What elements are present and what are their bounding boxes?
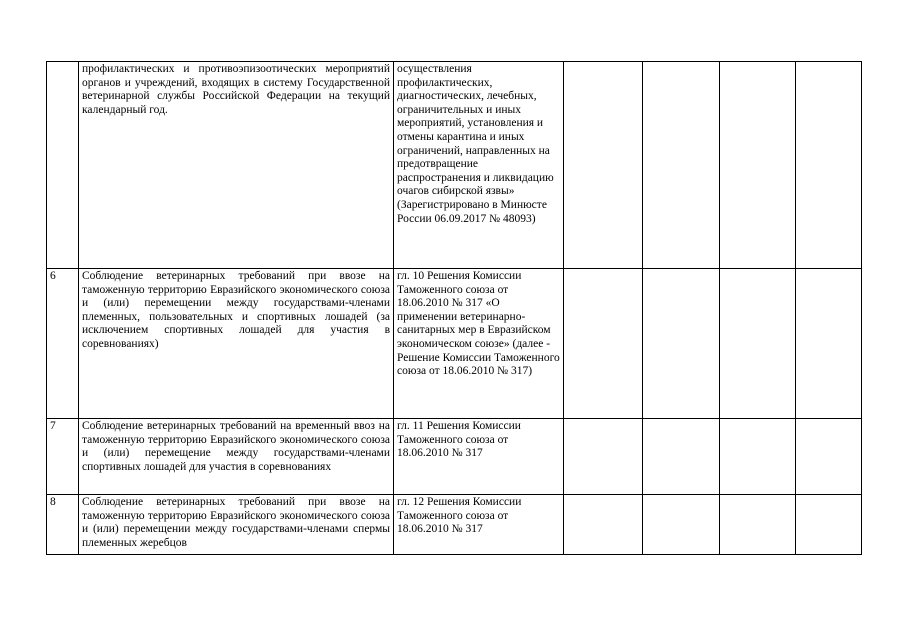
empty-cell bbox=[720, 419, 796, 495]
table-row bbox=[47, 269, 862, 419]
requirement-cell: профилактических и противоэпизоотических мероприятий органов и учреждений, входящих в систему Государственной ветеринарной службы Российской Федерации на текущий календарный год. bbox=[79, 62, 394, 269]
empty-cell bbox=[796, 62, 862, 269]
empty-cell bbox=[796, 269, 862, 419]
legal-act-cell: гл. 11 Решения Комиссии Таможенного союза от 18.06.2010 № 317 bbox=[394, 419, 564, 495]
requirement-cell: Соблюдение ветеринарных требований при ввозе на таможенную территорию Евразийского экономического союза и (или) перемещении между государствами-членами спермы племенных жеребцов bbox=[79, 495, 394, 555]
empty-cell bbox=[643, 269, 720, 419]
empty-cell bbox=[564, 419, 643, 495]
table-row bbox=[47, 62, 862, 269]
empty-cell bbox=[796, 495, 862, 555]
empty-cell bbox=[564, 62, 643, 269]
empty-cell bbox=[643, 419, 720, 495]
row-number-cell bbox=[47, 62, 79, 269]
empty-cell bbox=[643, 495, 720, 555]
empty-cell bbox=[720, 62, 796, 269]
row-number-cell: 7 bbox=[47, 419, 79, 495]
empty-cell bbox=[720, 269, 796, 419]
empty-cell bbox=[643, 62, 720, 269]
table-row bbox=[47, 495, 862, 555]
legal-act-cell: осуществления профилактических, диагностических, лечебных, ограничительных и иных мероприятий, установления и отмены карантина и иных ограничений, направленных на предотвращение распространения и ликвидацию очагов сибирской язвы» (Зарегистрировано в Минюсте России 06.09.2017 № 48093) bbox=[394, 62, 564, 269]
requirements-table bbox=[46, 61, 862, 555]
empty-cell bbox=[564, 269, 643, 419]
row-number-cell: 6 bbox=[47, 269, 79, 419]
legal-act-cell: гл. 12 Решения Комиссии Таможенного союза от 18.06.2010 № 317 bbox=[394, 495, 564, 555]
requirement-cell: Соблюдение ветеринарных требований при ввозе на таможенную территорию Евразийского экономического союза и (или) перемещении между государствами-членами племенных, пользовательных и спортивных лошадей (за исключением спортивных лошадей для участия в соревнованиях) bbox=[79, 269, 394, 419]
requirement-cell: Соблюдение ветеринарных требований на временный ввоз на таможенную территорию Евразийского экономического союза и (или) перемещение между государствами-членами спортивных лошадей для участия в соревнованиях bbox=[79, 419, 394, 495]
legal-act-cell: гл. 10 Решения Комиссии Таможенного союза от 18.06.2010 № 317 «О применении ветеринарно-санитарных мер в Евразийском экономическом союзе» (далее - Решение Комиссии Таможенного союза от 18.06.2010 № 317) bbox=[394, 269, 564, 419]
empty-cell bbox=[564, 495, 643, 555]
row-number-cell: 8 bbox=[47, 495, 79, 555]
table-row bbox=[47, 419, 862, 495]
empty-cell bbox=[720, 495, 796, 555]
empty-cell bbox=[796, 419, 862, 495]
